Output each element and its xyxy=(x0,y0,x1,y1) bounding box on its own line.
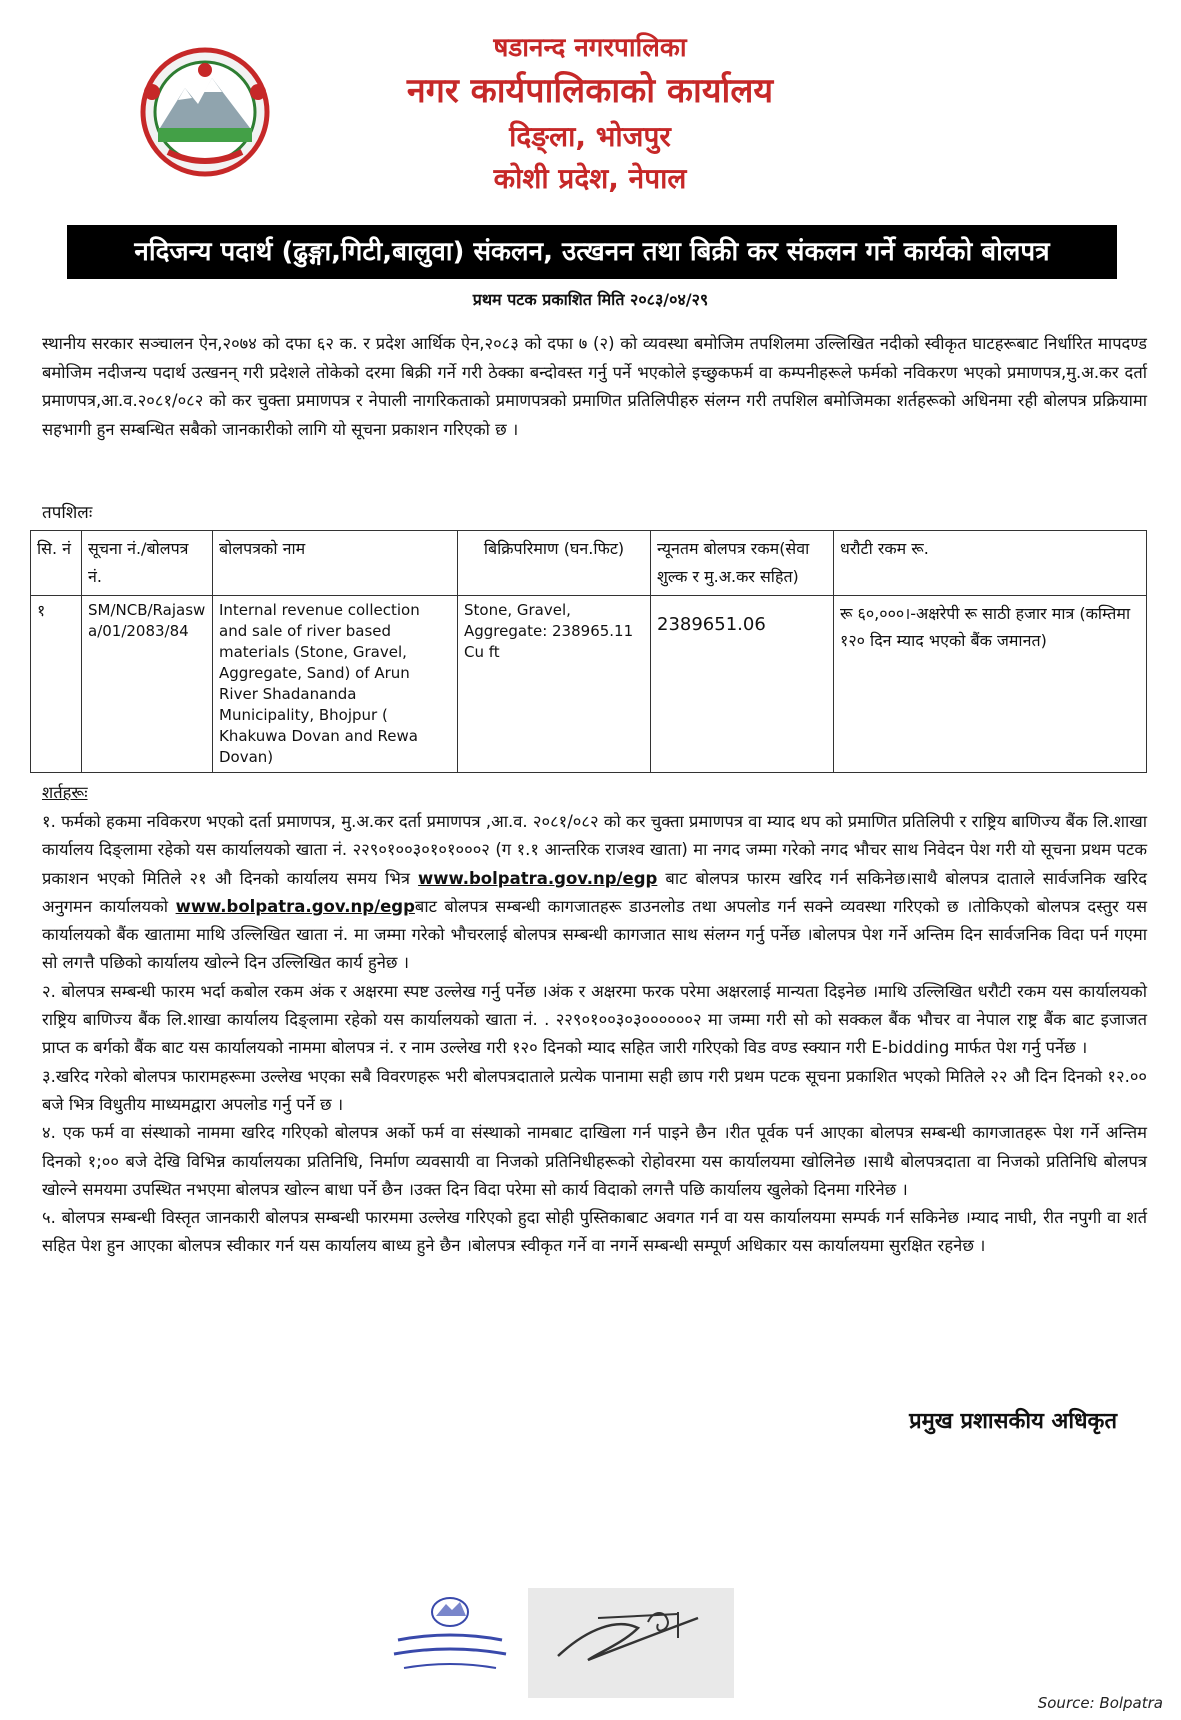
cell-deposit: रू ६०,०००।-अक्षरेपी रू साठी हजार मात्र (कम्तिमा १२० दिन म्याद भएको बैंक जमानत) xyxy=(834,596,1147,773)
source-credit: Source: Bolpatra xyxy=(1037,1694,1163,1712)
term-3: ३.खरिद गरेको बोलपत्र फारामहरूमा उल्लेख भएका सबै विवरणहरू भरी बोलपत्रदाताले प्रत्येक पानामा सही छाप गरी प्रथम पटक सूचना प्रकाशित भएको मितिले २२ औ दिन दिनको १२.०० बजे भित्र विधुतीय माध्यमद्वारा अपलोड गर्नु पर्ने छ । xyxy=(42,1066,1147,1114)
term-1-text-b: बाट बोलपत्र फारम खरिद गर्न सकिनेछ।साथै बोलपत्र दाताले सार्वजनिक खरिद अनुगमन कार्यालयको xyxy=(42,868,1147,916)
province-name: कोशी प्रदेश, नेपाल xyxy=(493,162,687,195)
table-header-notice-no: सूचना नं./बोलपत्र नं. xyxy=(82,531,213,596)
table-row xyxy=(31,596,1147,773)
office-location: दिङ्ला, भोजपुर xyxy=(509,120,671,153)
cell-notice-no: SM/NCB/Rajaswa/01/2083/84 xyxy=(82,596,213,773)
table-header-name: बोलपत्रको नाम xyxy=(213,531,458,596)
table-header-deposit: धरौटी रकम रू. xyxy=(834,531,1147,596)
table-header-quantity: बिक्रिपरिमाण (घन.फिट) xyxy=(458,531,651,596)
published-date: प्रथम पटक प्रकाशित मिति २०८३/०४/२९ xyxy=(472,290,709,309)
bolpatra-link-1[interactable]: www.bolpatra.gov.np/egp xyxy=(418,868,658,888)
tender-table xyxy=(30,530,1147,773)
intro-paragraph: स्थानीय सरकार सञ्चालन ऐन,२०७४ को दफा ६२ क. र प्रदेश आर्थिक ऐन,२०८३ को दफा ७ (२) को व्यवस्था बमोजिम तपशिलमा उल्लिखित नदीको स्वीकृत घाटहरूबाट निर्धारित मापदण्ड बमोजिम नदीजन्य पदार्थ उत्खनन् गरी प्रदेशले तोकेको दरमा बिक्री गर्ने गरी ठेक्का बन्दोवस्त गर्नु पर्ने भएकोले इच्छुकफर्म वा कम्पनीहरूले फर्मको नविकरण भएको प्रमाणपत्र,मु.अ.कर दर्ता प्रमाणपत्र,आ.व.२०८१/०८२ को कर चुक्ता प्रमाणपत्र र नेपाली नागरिकताको प्रमाणपत्रको प्रमाणित प्रतिलिपीहरु संलग्न गरी तपशिल बमोजिमका शर्तहरूको अधिनमा रही बोलपत्र प्रक्रियामा सहभागी हुन सम्बन्धित सबैको जानकारीको लागि यो सूचना प्रकाशन गरिएको छ । xyxy=(42,334,1147,439)
notice-title-banner: नदिजन्य पदार्थ (ढुङ्गा,गिटी,बालुवा) संकलन, उत्खनन तथा बिक्री कर संकलन गर्ने कार्यको बोलपत्र xyxy=(67,225,1117,279)
term-1-text-c: बाट बोलपत्र सम्बन्धी कागजातहरू डाउनलोड तथा अपलोड गर्न सक्ने व्यवस्था गरिएको छ ।तोकिएको बोलपत्र दस्तुर यस कार्यालयको बैंक खातामा माथि उल्लिखित खाता नं. मा जम्मा गरेको भौचरलाई बोलपत्र सम्बन्धी कागजात साथ संलग्न गर्नु पर्नेछ ।बोलपत्र पेश गर्ने अन्तिम दिन सार्वजनिक विदा पर्न गएमा सो लगत्तै पछिको कार्यालय खोल्ने दिन उल्लिखित कार्य हुनेछ । xyxy=(42,896,1147,973)
table-header-row xyxy=(31,531,1147,596)
office-name: नगर कार्यपालिकाको कार्यालय xyxy=(406,71,774,111)
signatory-title: प्रमुख प्रशासकीय अधिकृत xyxy=(909,1409,1117,1434)
office-stamp-icon xyxy=(390,1590,510,1685)
signature-box xyxy=(528,1588,734,1698)
bolpatra-link-2[interactable]: www.bolpatra.gov.np/egp xyxy=(175,896,415,916)
table-header-min-amount: न्यूनतम बोलपत्र रकम(सेवा शुल्क र मु.अ.कर सहित) xyxy=(651,531,834,596)
header xyxy=(330,30,850,200)
term-4: ४. एक फर्म वा संस्थाको नाममा खरिद गरिएको बोलपत्र अर्को फर्म वा संस्थाको नामबाट दाखिला गर्न पाइने छैन ।रीत पूर्वक पर्न आएका बोलपत्र सम्बन्धी कागजातहरू पेश गर्ने अन्तिम दिनको १;०० बजे देखि विभिन्न कार्यालयका प्रतिनिधि, निर्माण व्यवसायी वा निजको प्रतिनिधीहरूको रोहोवरमा यस कार्यालयमा खोलिनेछ ।साथै बोलपत्रदाता वा निजको प्रतिनिधि बोलपत्र खोल्ने समयमा उपस्थित नभएमा बोलपत्र खोल्न बाधा पर्ने छैन ।उक्त दिन विदा परेमा सो कार्य विदाको लगत्तै पछि कार्यालय खुलेको दिनमा गरिनेछ । xyxy=(42,1123,1147,1199)
terms-heading: शर्तहरूः xyxy=(42,783,88,802)
cell-name: Internal revenue collection and sale of river based materials (Stone, Gravel, Aggregate, Sand) of Arun River Shadananda Municipality, Bhojpur ( Khakuwa Dovan and Rewa Dovan) xyxy=(213,596,458,773)
table-header-sn: सि. नं xyxy=(31,531,82,596)
cell-quantity: Stone, Gravel, Aggregate: 238965.11 Cu ft xyxy=(458,596,651,773)
term-2: २. बोलपत्र सम्बन्धी फारम भर्दा कबोल रकम अंक र अक्षरमा स्पष्ट उल्लेख गर्नु पर्नेछ ।अंक र अक्षरमा फरक परेमा अक्षरलाई मान्यता दिइनेछ ।माथि उल्लिखित धरौटी रकम यस कार्यालयको राष्ट्रिय बाणिज्य बैंक लि.शाखा कार्यालय दिङ्लामा रहेको यस कार्यालयको खाता नं. . २२९०१००३०३००००००२ मा जम्मा गरी सो को सक्कल बैंक भौचर वा नेपाल राष्ट्र बैंक बाट इजाजत प्राप्त क बर्गको बैंक बाट यस कार्यालयको नाममा बोलपत्र नं. र नाम उल्लेख गरी १२० दिनको म्याद सहित जारी गरिएको विड वण्ड स्क्यान गरी E-bidding मार्फत पेश गर्नु पर्नेछ । xyxy=(42,981,1147,1058)
handwritten-signature xyxy=(528,1588,734,1698)
term-1 xyxy=(42,808,1147,978)
term-5: ५. बोलपत्र सम्बन्धी विस्तृत जानकारी बोलपत्र सम्बन्धी फारममा उल्लेख गरिएको हुदा सोही पुस्तिकाबाट अवगत गर्न वा यस कार्यालयमा सम्पर्क गर्न सकिनेछ ।म्याद नाघी, रीत नपुगी वा शर्त सहित पेश हुन आएका बोलपत्र स्वीकार गर्न यस कार्यालय बाध्य हुने छैन ।बोलपत्र स्वीकृत गर्ने वा नगर्ने सम्बन्धी सम्पूर्ण अधिकार यस कार्यालयमा सुरक्षित रहनेछ । xyxy=(42,1208,1147,1256)
terms-list xyxy=(42,808,1147,1261)
table-label: तपशिलः xyxy=(42,503,93,523)
nepal-government-emblem-icon xyxy=(130,40,280,180)
cell-sn: १ xyxy=(31,596,82,773)
cell-min-amount: 2389651.06 xyxy=(651,596,834,773)
municipality-name: षडानन्द नगरपालिका xyxy=(493,33,687,63)
term-1-text-a: १. फर्मको हकमा नविकरण भएको दर्ता प्रमाणपत्र, मु.अ.कर दर्ता प्रमाणपत्र ,आ.व. २०८१/०८२ को कर चुक्ता प्रमाणपत्र वा म्याद थप को प्रमाणित प्रतिलिपी र राष्ट्रिय बाणिज्य बैंक लि.शाखा कार्यालय दिङ्लामा रहेको यस कार्यालयको खाता नं. २२९०१००३०१०१०००२ (ग १.१ आन्तरिक राजश्व खाता) मा नगद जम्मा गरेको नगद भौचर साथ निवेदन पेश गरी यो सूचना प्रथम पटक प्रकाशन भएको मितिले २१ औ दिनको कार्यालय समय भित्र xyxy=(42,812,1147,888)
